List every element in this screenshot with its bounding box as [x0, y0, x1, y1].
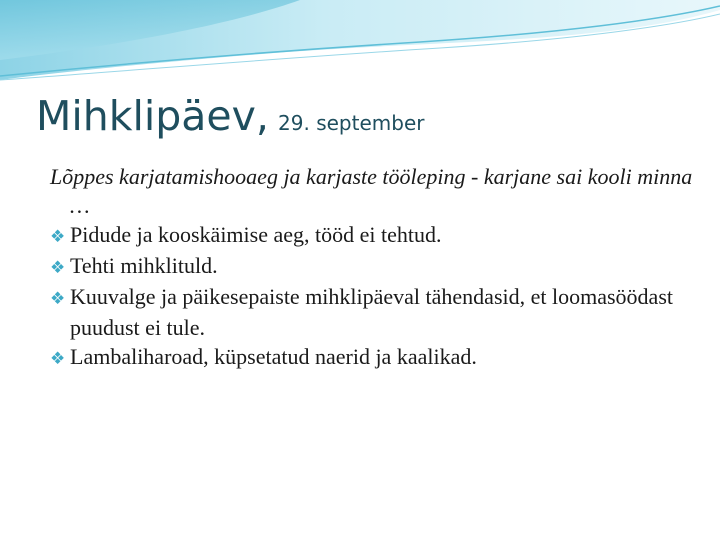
bullet-item — [50, 282, 700, 342]
intro-paragraph: Lõppes karjatamishooaeg ja karjaste tööleping - karjane sai kooli minna … — [50, 164, 693, 218]
diamond-bullet-icon: ❖ — [50, 289, 66, 308]
bullet-item — [50, 251, 700, 282]
title-main: Mihklipäev, — [36, 92, 269, 140]
title-date: 29. september — [278, 111, 425, 135]
header-wave-decoration — [0, 0, 720, 90]
bullet-text: Kuuvalge ja päikesepaiste mihklipäeval tähendasid, et loomasöödast puudust ei tule. — [70, 284, 673, 340]
diamond-bullet-icon: ❖ — [50, 258, 66, 277]
bullet-text: Tehti mihklituld. — [70, 253, 218, 278]
diamond-bullet-icon: ❖ — [50, 227, 66, 246]
page-title — [36, 92, 424, 140]
bullet-item — [50, 220, 700, 251]
diamond-bullet-icon: ❖ — [50, 349, 66, 368]
bullet-text: Lambaliharoad, küpsetatud naerid ja kaalikad. — [70, 344, 477, 369]
bullet-text: Pidude ja kooskäimise aeg, tööd ei tehtud. — [70, 222, 442, 247]
bullet-item — [50, 342, 700, 373]
slide-body — [50, 162, 700, 373]
